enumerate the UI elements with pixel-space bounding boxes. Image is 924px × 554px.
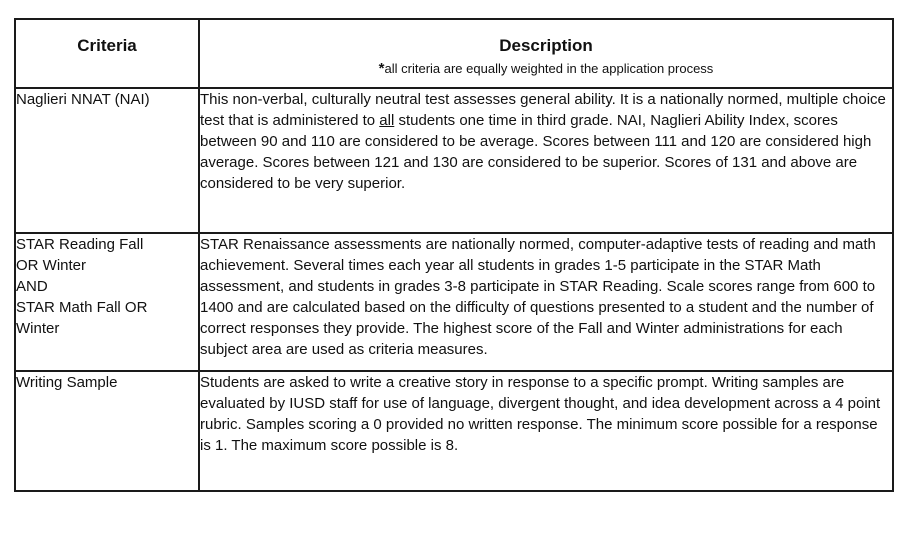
description-text-part: This non-verbal, culturally neutral test assesses general ability. It is a nationally normed, multiple choice test that is administered to [200,91,886,129]
weighting-note-asterisk: * [378,60,385,77]
weighting-note-text: all criteria are equally weighted in the application process [384,61,714,76]
criteria-label-line: STAR Reading Fall [16,236,144,253]
criteria-cell [15,88,199,233]
criteria-header-label: Criteria [77,36,137,55]
criteria-cell [15,233,199,371]
criteria-label: Writing Sample [16,374,118,391]
criteria-label-line: STAR Math Fall OR [16,299,148,316]
description-underlined-word: all [379,112,395,129]
description-header [199,19,893,88]
description-cell [199,233,893,371]
criteria-label-line: Winter [16,320,60,337]
criteria-label: Naglieri NNAT (NAI) [16,91,150,108]
table-row-nnat [15,88,893,233]
criteria-cell [15,371,199,491]
description-cell [199,88,893,233]
description-cell [199,371,893,491]
description-text: Students are asked to write a creative story in response to a specific prompt. Writing samples are evaluated by IUSD staff for use of language, divergent thought, and idea development across a 4 point rubric. Samples scoring a 0 provided no written response. The minimum score possible for a response is 1. The maximum score possible is 8. [200,374,881,454]
header-row [15,19,893,88]
criteria-label-line: OR Winter [16,257,87,274]
table-row-writing [15,371,893,491]
criteria-label-line: AND [16,278,48,295]
criteria-header [15,19,199,88]
table-row-star [15,233,893,371]
weighting-note [200,60,892,77]
description-text-part: students one time in third grade. NAI, Naglieri Ability Index, scores between 90 and 110 are considered to be average. Scores between 111 and 120 are considered high average. Scores between 121 and 130 are considered to be superior. Scores of 131 and above are considered to be very superior. [200,112,872,192]
criteria-table [14,18,894,492]
description-header-label: Description [499,36,593,55]
description-text: STAR Renaissance assessments are nationally normed, computer-adaptive tests of reading and math achievement. Several times each year all students in grades 1-5 participate in the STAR Math assessment, and students in grades 3-8 participate in STAR Reading. Scale scores range from 600 to 1400 and are calculated based on the difficulty of questions presented to a student and the number of correct responses they provide. The highest score of the Fall and Winter administrations for each subject area are used as criteria measures. [200,236,876,358]
